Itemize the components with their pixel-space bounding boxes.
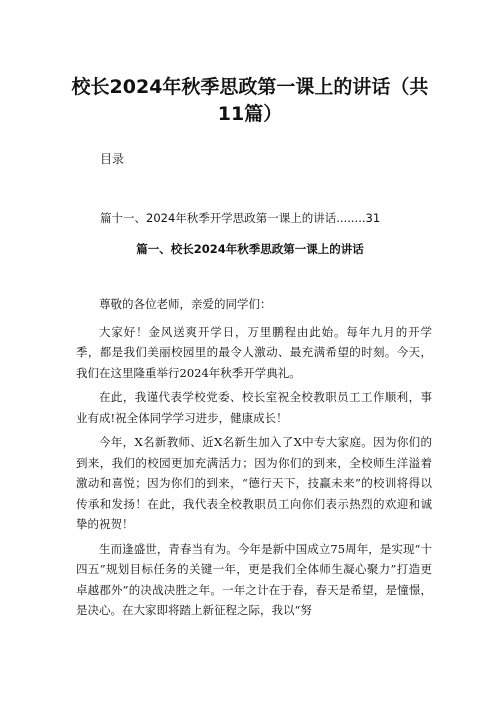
- document-title: [60, 74, 440, 128]
- speech-body: [76, 294, 432, 625]
- paragraph: 生而逢盛世，青春当有为。今年是新中国成立75周年，是实现“十四五”规划目标任务的关键一年，更是我们全体师生凝心聚力”打造更卓越郡外”的决战决胜之年。一年之计在于春，春天是希望，是憧憬，是决心。在大家即将踏上新征程之际，我以“努: [76, 541, 432, 617]
- toc-entry[interactable]: 篇十一、2024年秋季开学思政第一课上的讲话........31: [100, 211, 381, 225]
- paragraph-salutation: 尊敬的各位老师，亲爱的同学们：: [99, 297, 272, 311]
- paragraph: 今年，X名新教师、近X名新生加入了X中专大家庭。因为你们的到来，我们的校园更加充满活力；因为你们的到来，全校师生洋溢着激动和喜悦；因为你们的到来，“德行天下，技赢未来”的校训将得以传承和发扬！在此，我代表全校教职员工向你们表示热烈的欢迎和诚挚的祝贺！: [76, 435, 432, 531]
- title-line-2: 11篇）: [217, 103, 283, 125]
- title-line-1: 校长2024年秋季思政第一课上的讲话（共: [71, 76, 429, 98]
- toc-heading: 目录: [100, 152, 125, 166]
- section-heading: 篇一、校长2024年秋季思政第一课上的讲话: [136, 242, 364, 256]
- paragraph: 大家好！金风送爽开学日，万里鹏程由此始。每年九月的开学季，都是我们美丽校园里的最令人激动、最充满希望的时刻。今天，我们在这里隆重举行2024年秋季开学典礼。: [76, 324, 432, 380]
- paragraph: 在此，我谨代表学校党委、校长室祝全校教职员工工作顺利，事业有成!祝全体同学学习进步，健康成长！: [76, 390, 432, 425]
